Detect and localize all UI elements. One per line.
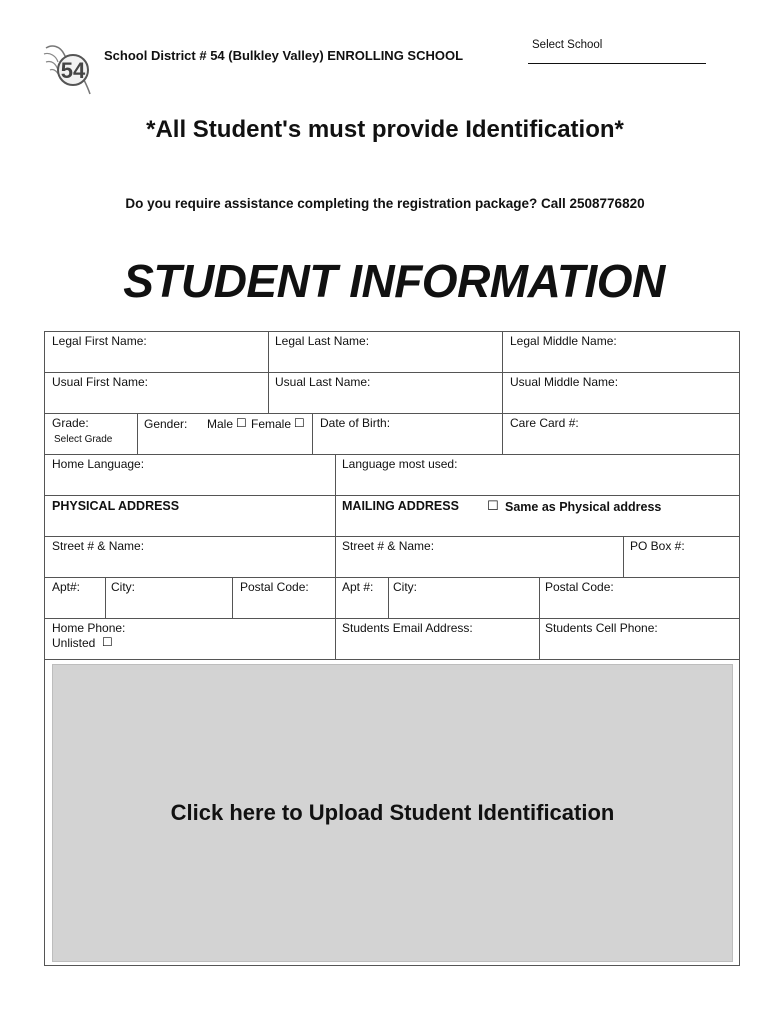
usual-last-name-label: Usual Last Name: xyxy=(275,375,371,389)
section-title: STUDENT INFORMATION xyxy=(123,255,665,307)
po-box-label: PO Box #: xyxy=(630,539,685,553)
home-phone-field[interactable] xyxy=(135,632,333,656)
legal-first-name-field[interactable] xyxy=(46,350,267,372)
physical-address-heading: PHYSICAL ADDRESS xyxy=(52,499,180,513)
upload-identification-button[interactable] xyxy=(52,664,733,962)
physical-city-field[interactable] xyxy=(106,596,231,618)
date-of-birth-field[interactable] xyxy=(314,432,501,454)
unlisted-label: Unlisted xyxy=(52,636,96,650)
identification-notice: *All Student's must provide Identification* xyxy=(146,116,624,143)
grade-label: Grade: xyxy=(52,416,89,430)
grade-select[interactable]: Select Grade xyxy=(54,434,113,445)
date-of-birth-label: Date of Birth: xyxy=(320,416,391,430)
assistance-notice: Do you require assistance completing the registration package? Call 2508776820 xyxy=(125,196,645,211)
physical-street-label: Street # & Name: xyxy=(52,539,145,553)
usual-last-name-field[interactable] xyxy=(269,391,501,413)
physical-postal-label: Postal Code: xyxy=(240,580,309,594)
usual-first-name-field[interactable] xyxy=(46,391,267,413)
physical-postal-field[interactable] xyxy=(233,596,334,618)
gender-male-checkbox[interactable]: ☐ xyxy=(236,416,247,430)
mailing-address-heading: MAILING ADDRESS xyxy=(342,499,459,513)
gender-label: Gender: xyxy=(144,417,188,431)
student-cell-field[interactable] xyxy=(540,637,739,659)
care-card-label: Care Card #: xyxy=(510,416,579,430)
physical-apt-field[interactable] xyxy=(46,596,104,618)
usual-first-name-label: Usual First Name: xyxy=(52,375,149,389)
student-information-form xyxy=(44,331,740,966)
legal-first-name-label: Legal First Name: xyxy=(52,334,147,348)
legal-middle-name-label: Legal Middle Name: xyxy=(510,334,617,348)
language-most-used-label: Language most used: xyxy=(342,457,458,471)
student-email-label: Students Email Address: xyxy=(342,621,473,635)
home-language-field[interactable] xyxy=(46,473,334,495)
mailing-city-field[interactable] xyxy=(389,596,538,618)
legal-middle-name-field[interactable] xyxy=(503,350,739,372)
upload-identification-label: Click here to Upload Student Identification xyxy=(170,800,615,825)
usual-middle-name-field[interactable] xyxy=(503,391,739,413)
physical-street-field[interactable] xyxy=(46,555,334,577)
enrolling-school-select[interactable] xyxy=(528,53,706,64)
gender-male-label: Male xyxy=(207,417,234,431)
district-heading: School District # 54 (Bulkley Valley) ENROLLING SCHOOL xyxy=(104,48,464,63)
gender-female-label: Female xyxy=(251,417,292,431)
care-card-field[interactable] xyxy=(503,432,739,454)
student-cell-label: Students Cell Phone: xyxy=(545,621,658,635)
language-most-used-field[interactable] xyxy=(336,473,739,495)
legal-last-name-field[interactable] xyxy=(269,350,501,372)
mailing-street-label: Street # & Name: xyxy=(342,539,435,553)
physical-city-label: City: xyxy=(111,580,135,594)
student-email-field[interactable] xyxy=(336,637,538,659)
select-school-label: Select School xyxy=(532,39,603,51)
mailing-city-label: City: xyxy=(393,580,417,594)
same-as-physical-label: Same as Physical address xyxy=(505,500,662,514)
mailing-postal-field[interactable] xyxy=(540,596,739,618)
svg-text:54: 54 xyxy=(60,58,86,83)
mailing-apt-field[interactable] xyxy=(336,596,387,618)
mailing-postal-label: Postal Code: xyxy=(545,580,614,594)
legal-last-name-label: Legal Last Name: xyxy=(275,334,370,348)
sd54-logo-icon xyxy=(40,40,92,96)
po-box-field[interactable] xyxy=(624,555,739,577)
mailing-street-field[interactable] xyxy=(336,555,622,577)
physical-apt-label: Apt#: xyxy=(52,580,81,594)
unlisted-checkbox[interactable]: ☐ xyxy=(102,635,113,649)
home-phone-label: Home Phone: xyxy=(52,621,126,635)
same-as-physical-checkbox[interactable]: ☐ xyxy=(487,498,499,513)
usual-middle-name-label: Usual Middle Name: xyxy=(510,375,619,389)
gender-female-checkbox[interactable]: ☐ xyxy=(294,416,305,430)
mailing-apt-label: Apt #: xyxy=(342,580,374,594)
home-language-label: Home Language: xyxy=(52,457,145,471)
